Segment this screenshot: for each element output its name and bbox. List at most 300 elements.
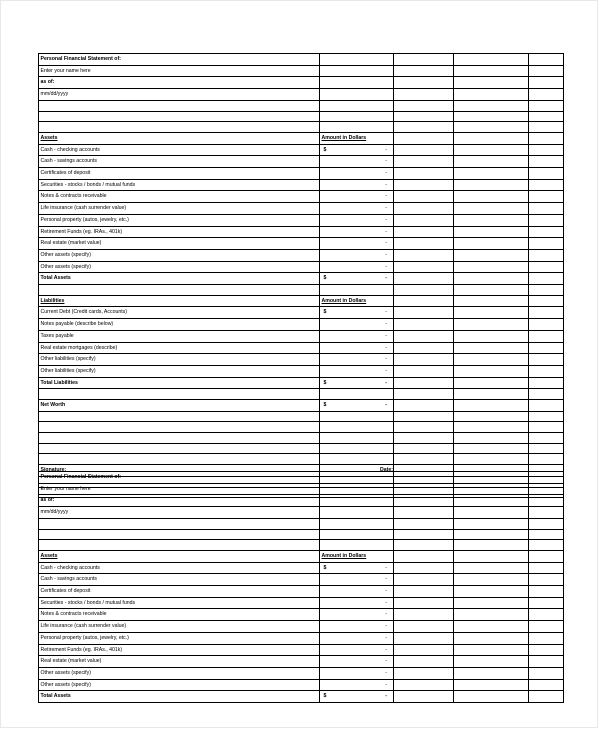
line-item-cell [39, 167, 320, 179]
empty-cell [394, 238, 454, 250]
empty-cell [394, 132, 454, 144]
amount-value: - [385, 623, 387, 630]
cell-text: as of: [40, 497, 55, 504]
total-label-cell [39, 691, 320, 703]
empty-cell [454, 495, 529, 507]
empty-cell [529, 667, 564, 679]
empty-cell [394, 307, 454, 319]
empty-cell [454, 609, 529, 621]
empty-cell [394, 433, 454, 444]
empty-cell [320, 495, 394, 507]
empty-cell [454, 585, 529, 597]
empty-cell [454, 111, 529, 122]
empty-cell [39, 389, 320, 400]
cell-text: Other assets (specify) [40, 251, 91, 258]
empty-cell [394, 273, 454, 285]
sheet-row [39, 354, 564, 366]
amount-cell[interactable] [320, 226, 394, 238]
cell-text: Total Assets [40, 275, 71, 282]
cell-text: Cash - checking accounts [40, 146, 100, 153]
amount-value: - [385, 599, 387, 606]
empty-cell [529, 273, 564, 285]
empty-cell [394, 342, 454, 354]
currency-symbol: $ [323, 693, 327, 700]
empty-cell [454, 307, 529, 319]
empty-cell [394, 495, 454, 507]
sheet-row [39, 562, 564, 574]
line-item-cell [39, 203, 320, 215]
empty-cell [320, 518, 394, 529]
line-item-cell [39, 226, 320, 238]
empty-cell [454, 273, 529, 285]
empty-cell [320, 111, 394, 122]
amount-cell[interactable] [320, 562, 394, 574]
amount-value: - [385, 146, 387, 153]
empty-cell [529, 89, 564, 101]
empty-cell [529, 65, 564, 77]
line-item-cell [39, 621, 320, 633]
empty-cell [454, 454, 529, 465]
title-cell [39, 77, 320, 89]
empty-cell [529, 609, 564, 621]
sheet-row [39, 585, 564, 597]
empty-cell [394, 411, 454, 422]
amount-cell[interactable] [320, 365, 394, 377]
empty-cell [394, 144, 454, 156]
amount-cell[interactable] [320, 585, 394, 597]
line-item-cell [39, 261, 320, 273]
empty-cell [529, 472, 564, 484]
amount-cell[interactable] [320, 679, 394, 691]
sheet-row [39, 443, 564, 454]
cell-text: Net Worth [40, 402, 66, 409]
sheet-row [39, 111, 564, 122]
title-cell [39, 495, 320, 507]
amount-value: - [385, 693, 387, 700]
empty-cell [529, 214, 564, 226]
total-amount-cell[interactable] [320, 273, 394, 285]
empty-cell [394, 156, 454, 168]
title-cell [39, 54, 320, 66]
empty-cell [454, 132, 529, 144]
empty-cell [454, 122, 529, 133]
sheet-row [39, 167, 564, 179]
amount-cell[interactable] [320, 656, 394, 668]
empty-cell [529, 644, 564, 656]
amount-value: - [385, 669, 387, 676]
currency-symbol: $ [323, 309, 327, 316]
sheet-row [39, 144, 564, 156]
empty-cell [529, 483, 564, 495]
empty-cell [394, 214, 454, 226]
sheet-row [39, 122, 564, 133]
cell-text: Life insurance (cash surrender value) [40, 623, 127, 630]
input-cell[interactable] [39, 89, 320, 101]
cell-text: Securities - stocks / bonds / mutual funds [40, 181, 136, 188]
empty-cell [529, 307, 564, 319]
amount-cell[interactable] [320, 330, 394, 342]
amount-cell[interactable] [320, 167, 394, 179]
amount-cell[interactable] [320, 249, 394, 261]
empty-cell [320, 422, 394, 433]
empty-cell [454, 679, 529, 691]
empty-cell [39, 100, 320, 111]
amount-cell[interactable] [320, 342, 394, 354]
line-item-cell [39, 179, 320, 191]
amount-cell[interactable] [320, 179, 394, 191]
sheet-row [39, 100, 564, 111]
sheet-row [39, 411, 564, 422]
currency-symbol: $ [323, 275, 327, 282]
amount-value: - [385, 658, 387, 665]
empty-cell [454, 144, 529, 156]
sheet-row [39, 483, 564, 495]
sheet-row [39, 472, 564, 484]
cell-text: Cash - checking accounts [40, 564, 100, 571]
line-item-cell [39, 156, 320, 168]
empty-cell [320, 540, 394, 551]
amount-cell[interactable] [320, 609, 394, 621]
empty-cell [39, 411, 320, 422]
amount-cell[interactable] [320, 261, 394, 273]
empty-cell [394, 354, 454, 366]
amount-header-cell [320, 550, 394, 562]
input-cell[interactable] [39, 507, 320, 519]
amount-cell[interactable] [320, 191, 394, 203]
sheet-row [39, 550, 564, 562]
input-cell[interactable] [39, 483, 320, 495]
empty-cell [454, 433, 529, 444]
section-header-cell [39, 295, 320, 307]
cell-text: Other assets (specify) [40, 263, 91, 270]
amount-cell[interactable] [320, 144, 394, 156]
empty-cell [39, 454, 320, 465]
empty-cell [529, 518, 564, 529]
empty-cell [454, 156, 529, 168]
amount-cell[interactable] [320, 597, 394, 609]
currency-symbol: $ [323, 379, 327, 386]
empty-cell [454, 319, 529, 331]
line-item-cell [39, 632, 320, 644]
empty-cell [454, 621, 529, 633]
amount-cell[interactable] [320, 203, 394, 215]
empty-cell [394, 203, 454, 215]
sheet-row [39, 609, 564, 621]
sheet-row [39, 261, 564, 273]
empty-cell [454, 644, 529, 656]
sheet-row [39, 656, 564, 668]
amount-cell[interactable] [320, 644, 394, 656]
sheet-row [39, 307, 564, 319]
sheet-row [39, 518, 564, 529]
empty-cell [394, 632, 454, 644]
line-item-cell [39, 238, 320, 250]
empty-cell [529, 411, 564, 422]
sheet-row [39, 54, 564, 66]
sheet-row [39, 507, 564, 519]
statement-table-2 [38, 471, 564, 703]
total-label-cell [39, 273, 320, 285]
empty-cell [454, 632, 529, 644]
cell-text: Taxes payable [40, 332, 74, 339]
empty-cell [394, 261, 454, 273]
empty-cell [454, 179, 529, 191]
empty-cell [394, 400, 454, 412]
empty-cell [529, 249, 564, 261]
cell-text: Other liabilities (specify) [40, 367, 96, 374]
line-item-cell [39, 191, 320, 203]
empty-cell [454, 422, 529, 433]
cell-text: Other assets (specify) [40, 681, 91, 688]
total-label-cell [39, 400, 320, 412]
empty-cell [320, 443, 394, 454]
empty-cell [454, 656, 529, 668]
empty-cell [454, 597, 529, 609]
cell-text: Cash - savings accounts [40, 576, 98, 583]
empty-cell [39, 443, 320, 454]
amount-value: - [385, 611, 387, 618]
empty-cell [394, 691, 454, 703]
amount-cell[interactable] [320, 307, 394, 319]
empty-cell [454, 667, 529, 679]
amount-cell[interactable] [320, 319, 394, 331]
cell-text: Notes payable (describe below) [40, 321, 114, 328]
section-header-cell [39, 132, 320, 144]
amount-value: - [385, 275, 387, 282]
empty-cell [454, 285, 529, 296]
cell-text: Certificates of deposit [40, 587, 91, 594]
sheet-row [39, 132, 564, 144]
amount-value: - [385, 309, 387, 316]
empty-cell [394, 191, 454, 203]
amount-value: - [385, 193, 387, 200]
empty-cell [394, 597, 454, 609]
line-item-cell [39, 656, 320, 668]
empty-cell [39, 422, 320, 433]
sheet-row [39, 529, 564, 540]
empty-cell [394, 621, 454, 633]
amount-value: - [385, 634, 387, 641]
currency-symbol: $ [323, 146, 327, 153]
amount-cell[interactable] [320, 574, 394, 586]
amount-value: - [385, 251, 387, 258]
empty-cell [320, 411, 394, 422]
amount-value: - [385, 356, 387, 363]
amount-cell[interactable] [320, 632, 394, 644]
amount-value: - [385, 321, 387, 328]
empty-cell [320, 389, 394, 400]
empty-cell [39, 529, 320, 540]
empty-cell [454, 261, 529, 273]
sheet-row [39, 667, 564, 679]
empty-cell [454, 226, 529, 238]
empty-cell [394, 100, 454, 111]
amount-cell[interactable] [320, 354, 394, 366]
sheet-row [39, 285, 564, 296]
amount-value: - [385, 402, 387, 409]
empty-cell [454, 167, 529, 179]
empty-cell [529, 285, 564, 296]
cell-text: Total Assets [40, 693, 71, 700]
empty-cell [529, 679, 564, 691]
empty-cell [454, 54, 529, 66]
cell-text: mm/dd/yyyy [40, 509, 69, 516]
empty-cell [454, 77, 529, 89]
line-item-cell [39, 319, 320, 331]
cell-text: Liabilities [40, 297, 65, 304]
line-item-cell [39, 609, 320, 621]
empty-cell [529, 389, 564, 400]
line-item-cell [39, 679, 320, 691]
empty-cell [394, 179, 454, 191]
input-cell[interactable] [39, 65, 320, 77]
sheet-row [39, 191, 564, 203]
empty-cell [394, 365, 454, 377]
empty-cell [529, 621, 564, 633]
amount-value: - [385, 564, 387, 571]
empty-cell [39, 540, 320, 551]
empty-cell [454, 574, 529, 586]
empty-cell [529, 156, 564, 168]
empty-cell [529, 540, 564, 551]
total-amount-cell[interactable] [320, 377, 394, 389]
empty-cell [454, 214, 529, 226]
sheet-row [39, 389, 564, 400]
empty-cell [454, 365, 529, 377]
sheet-row [39, 156, 564, 168]
sheet-row [39, 342, 564, 354]
empty-cell [394, 377, 454, 389]
empty-cell [320, 433, 394, 444]
empty-cell [394, 226, 454, 238]
empty-cell [394, 562, 454, 574]
empty-cell [529, 377, 564, 389]
empty-cell [320, 454, 394, 465]
line-item-cell [39, 667, 320, 679]
sheet-row [39, 238, 564, 250]
cell-text: Personal property (autos, jewelry, etc.) [40, 216, 129, 223]
amount-value: - [385, 205, 387, 212]
empty-cell [454, 89, 529, 101]
amount-value: - [385, 240, 387, 247]
empty-cell [454, 249, 529, 261]
financial-statement-block-2 [38, 471, 563, 703]
cell-text: Life insurance (cash surrender value) [40, 205, 127, 212]
empty-cell [529, 632, 564, 644]
line-item-cell [39, 354, 320, 366]
title-cell [39, 472, 320, 484]
statement-rows-2 [39, 472, 564, 703]
empty-cell [394, 550, 454, 562]
sheet-row [39, 77, 564, 89]
empty-cell [529, 226, 564, 238]
empty-cell [529, 507, 564, 519]
date-label: Date: [380, 467, 393, 474]
statement-rows-1 [39, 54, 564, 498]
empty-cell [454, 472, 529, 484]
amount-cell[interactable] [320, 621, 394, 633]
sheet-row [39, 330, 564, 342]
cell-text: Other liabilities (specify) [40, 356, 96, 363]
empty-cell [529, 365, 564, 377]
cell-text: Securities - stocks / bonds / mutual funds [40, 599, 136, 606]
line-item-cell [39, 214, 320, 226]
empty-cell [529, 400, 564, 412]
cell-text: Current Debt (Credit cards, Accounts) [40, 309, 127, 316]
cell-text: Real estate (market value) [40, 240, 102, 247]
empty-cell [394, 295, 454, 307]
empty-cell [454, 65, 529, 77]
empty-cell [529, 354, 564, 366]
empty-cell [454, 540, 529, 551]
empty-cell [454, 377, 529, 389]
sheet-row [39, 644, 564, 656]
cell-text: Retirement Funds (eg. IRAs., 401k) [40, 646, 123, 653]
line-item-cell [39, 144, 320, 156]
empty-cell [529, 179, 564, 191]
empty-cell [529, 433, 564, 444]
empty-cell [454, 238, 529, 250]
empty-cell [394, 330, 454, 342]
empty-cell [394, 285, 454, 296]
sheet-row [39, 679, 564, 691]
amount-cell[interactable] [320, 667, 394, 679]
amount-cell[interactable] [320, 156, 394, 168]
amount-value: - [385, 367, 387, 374]
amount-value: - [385, 263, 387, 270]
sheet-row [39, 377, 564, 389]
cell-text: Enter your name here [40, 485, 91, 492]
empty-cell [529, 656, 564, 668]
empty-cell [394, 77, 454, 89]
cell-text: as of: [40, 79, 55, 86]
empty-cell [39, 111, 320, 122]
empty-cell [529, 574, 564, 586]
empty-cell [454, 354, 529, 366]
empty-cell [394, 472, 454, 484]
empty-cell [454, 550, 529, 562]
empty-cell [394, 54, 454, 66]
total-label-cell [39, 377, 320, 389]
amount-value: - [385, 681, 387, 688]
line-item-cell [39, 330, 320, 342]
empty-cell [394, 454, 454, 465]
amount-cell[interactable] [320, 214, 394, 226]
amount-value: - [385, 158, 387, 165]
empty-cell [529, 295, 564, 307]
empty-cell [529, 529, 564, 540]
empty-cell [394, 540, 454, 551]
empty-cell [454, 691, 529, 703]
empty-cell [394, 422, 454, 433]
cell-text: Enter your name here [40, 67, 91, 74]
total-amount-cell[interactable] [320, 400, 394, 412]
sheet-row [39, 295, 564, 307]
empty-cell [529, 77, 564, 89]
empty-cell [39, 122, 320, 133]
cell-text: Other assets (specify) [40, 669, 91, 676]
empty-cell [529, 167, 564, 179]
empty-cell [394, 167, 454, 179]
empty-cell [394, 507, 454, 519]
sheet-row [39, 179, 564, 191]
cell-text: Personal property (autos, jewelry, etc.) [40, 634, 129, 641]
total-amount-cell[interactable] [320, 691, 394, 703]
amount-cell[interactable] [320, 238, 394, 250]
line-item-cell [39, 342, 320, 354]
line-item-cell [39, 597, 320, 609]
sheet-row [39, 691, 564, 703]
